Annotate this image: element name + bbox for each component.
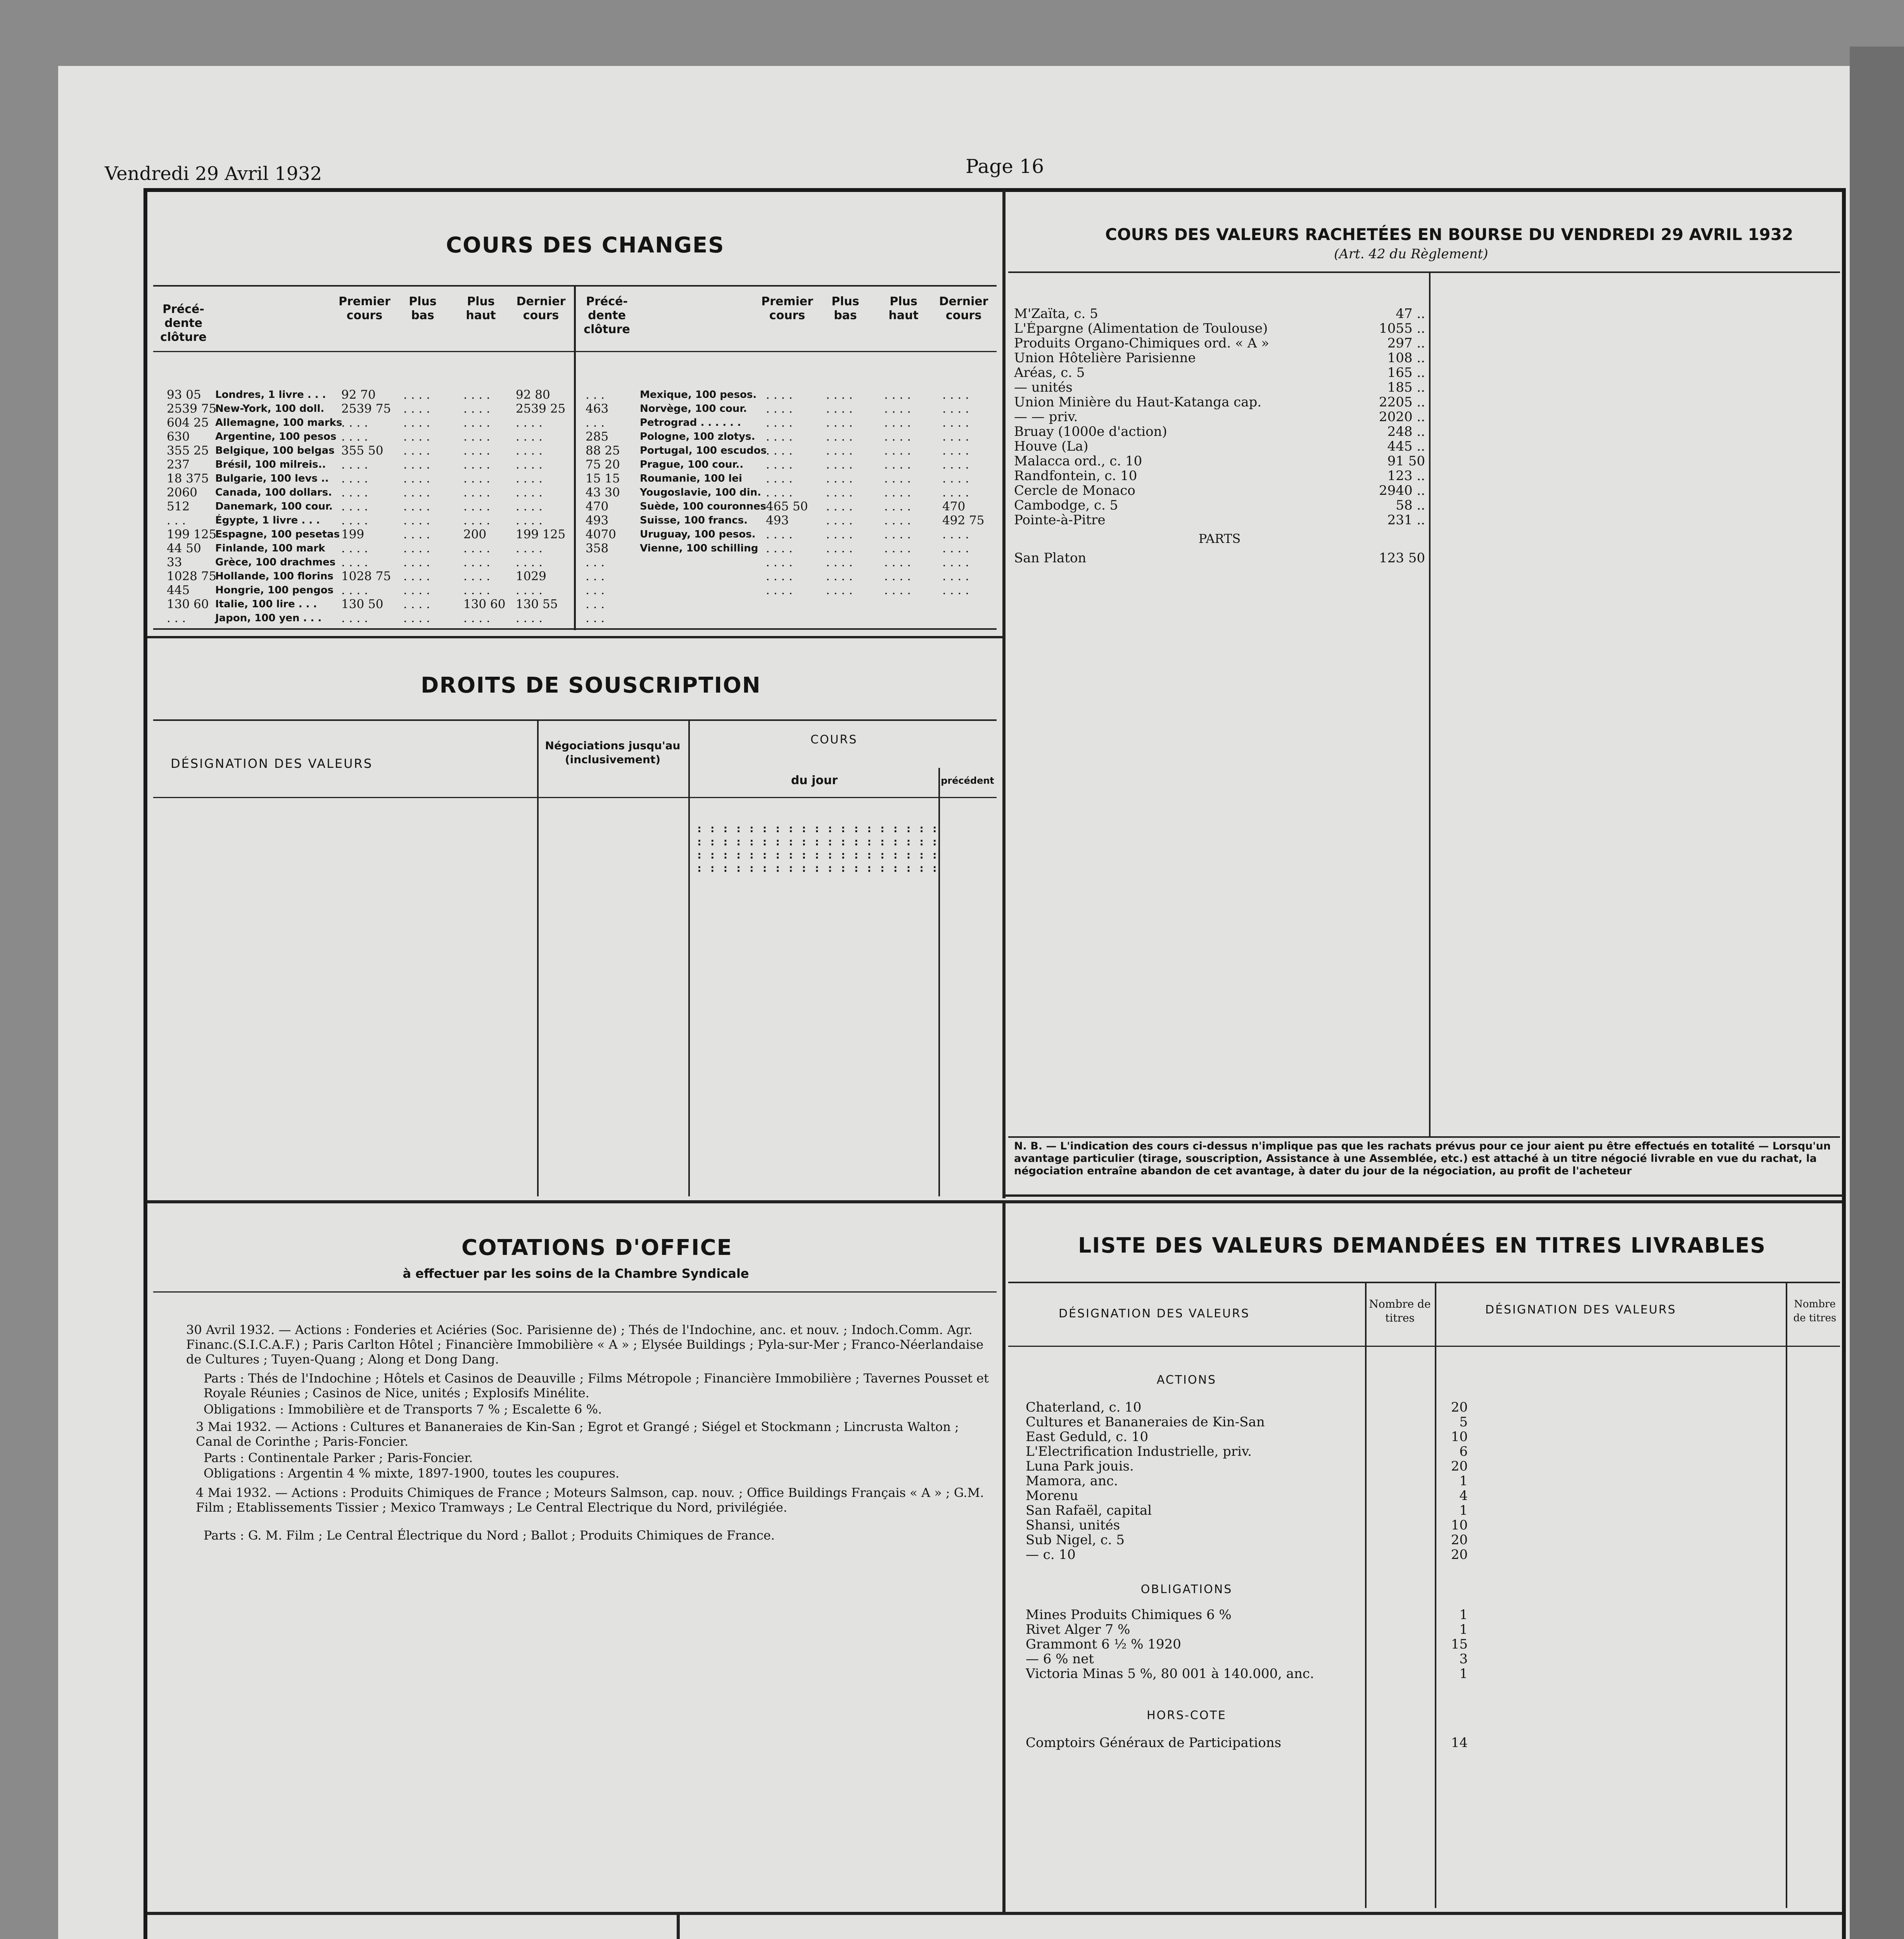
rachetees-name: — — priv. bbox=[1014, 410, 1078, 424]
rachetees-name: Produits Organo-Chimiques ord. « A » bbox=[1014, 336, 1269, 351]
changes-head-dernier-right: Dernier cours bbox=[939, 295, 988, 322]
rachetees-row bbox=[1014, 336, 1425, 351]
changes-head-prec-left: Précé- dente clôture bbox=[160, 302, 207, 344]
livrables-action-row bbox=[1026, 1533, 1468, 1547]
changes-head-dernier-left: Dernier cours bbox=[516, 295, 566, 322]
rachetees-row bbox=[1014, 321, 1425, 336]
rachetees-note-rule bbox=[1008, 1136, 1840, 1138]
livrables-action-name: Mamora, anc. bbox=[1026, 1474, 1118, 1488]
rachetees-name: Pointe-à-Pitre bbox=[1014, 513, 1106, 527]
livrables-obligation-value: 1 bbox=[1459, 1666, 1468, 1682]
changes-right-haut: . . . . . . . . . . . . . . . . . . . . . . . . . . . . . . . . . . . . . . . . . . . . . . . . . . . . . . . . . . . . bbox=[884, 388, 911, 597]
rachetees-value: 165 .. bbox=[1387, 365, 1425, 380]
rachetees-value: 1055 .. bbox=[1379, 321, 1425, 336]
livrables-action-name: L'Electrification Industrielle, priv. bbox=[1026, 1444, 1252, 1459]
rachetees-row bbox=[1014, 365, 1425, 380]
rachetees-value: 297 .. bbox=[1387, 335, 1425, 351]
rachetees-parts-row bbox=[1014, 551, 1425, 565]
rachetees-value: 185 .. bbox=[1387, 380, 1425, 395]
livrables-action-value: 20 bbox=[1451, 1532, 1468, 1548]
livrables-action-name: — c. 10 bbox=[1026, 1547, 1076, 1562]
livrables-obligation-value: 3 bbox=[1459, 1651, 1468, 1667]
livrables-action-row bbox=[1026, 1415, 1468, 1429]
livrables-horscote-name: Comptoirs Généraux de Participations bbox=[1026, 1735, 1282, 1750]
livrables-horscote-label: HORS-COTE bbox=[1147, 1709, 1227, 1722]
cotations-para-7: 4 Mai 1932. — Actions : Produits Chimiques de France ; Moteurs Salmson, cap. nouv. ; Office Buildings Français « A » ; G.M. Film ; Etablissements Tissier ; Mexico Tramways ; Le Central Electrique du Nord, privilégiée. bbox=[196, 1485, 984, 1515]
changes-head-bas-right: Plus bas bbox=[831, 295, 859, 322]
rachetees-row bbox=[1014, 306, 1425, 321]
rachetees-row bbox=[1014, 468, 1425, 483]
livrables-obligation-row bbox=[1026, 1607, 1468, 1622]
souscription-head-top bbox=[153, 719, 997, 721]
livrables-action-value: 20 bbox=[1451, 1400, 1468, 1415]
changes-head-haut-left: Plus haut bbox=[466, 295, 496, 322]
livrables-col-3 bbox=[1786, 1282, 1787, 1908]
livrables-action-name: Shansi, unités bbox=[1026, 1518, 1120, 1533]
cotations-subtitle-rule bbox=[153, 1291, 997, 1293]
rachetees-name: L'Épargne (Alimentation de Toulouse) bbox=[1014, 321, 1268, 336]
page-edge bbox=[1850, 47, 1904, 1939]
divider-rachetees-bottom bbox=[1006, 1194, 1843, 1197]
livrables-obligation-row bbox=[1026, 1622, 1468, 1637]
rachetees-row bbox=[1014, 454, 1425, 468]
cotations-para-2: Parts : Thés de l'Indochine ; Hôtels et Casinos de Deauville ; Films Métropole ; Financière Immobilière ; Tavernes Pousset et Royale Réunies ; Casinos de Nice, unités ; Explosifs Minélite. bbox=[204, 1371, 989, 1400]
rachetees-parts-value: 123 50 bbox=[1379, 550, 1425, 566]
rachetees-name: M'Zaïta, c. 5 bbox=[1014, 306, 1098, 321]
changes-head-bas-left: Plus bas bbox=[409, 295, 437, 322]
livrables-col-nombre-left: Nombre de titres bbox=[1369, 1298, 1431, 1324]
cotations-title: COTATIONS D'OFFICE bbox=[461, 1235, 733, 1260]
livrables-action-name: Cultures et Bananeraies de Kin-San bbox=[1026, 1415, 1265, 1429]
cotations-para-6: Obligations : Argentin 4 % mixte, 1897-1900, toutes les coupures. bbox=[204, 1466, 620, 1481]
rachetees-name: Union Minière du Haut-Katanga cap. bbox=[1014, 395, 1262, 410]
changes-right-names: Mexique, 100 pesos. Norvège, 100 cour. Petrograd . . . . . . Pologne, 100 zlotys. Portugal, 100 escudos Prague, 100 cour.. Roumanie, 100 lei Yougoslavie, 100 din. Suède, 100 couronnes Suisse, 100 francs. Uruguay, 100 pesos. Vienne, 100 schilling bbox=[640, 389, 767, 554]
changes-left-names: Londres, 1 livre . . . New-York, 100 doll. Allemagne, 100 marks Argentine, 100 pesos Belgique, 100 belgas Brésil, 100 milreis.. Bulgarie, 100 levs .. Canada, 100 dollars. Danemark, 100 cour. Égypte, 1 livre . . . Espagne, 100 pesetas Finlande, 100 mark Grèce, 100 drachmes Hollande, 100 florins Hongrie, 100 pengos Italie, 100 lire . . . Japon, 100 yen . . . bbox=[215, 389, 342, 624]
rachetees-subtitle: (Art. 42 du Règlement) bbox=[1334, 246, 1488, 262]
rachetees-value: 47 .. bbox=[1396, 306, 1425, 321]
rachetees-value: 58 .. bbox=[1396, 498, 1425, 513]
livrables-action-row bbox=[1026, 1547, 1468, 1562]
changes-left-premier: 92 70 2539 75 . . . . . . . . 355 50 . . . . . . . . . . . . . . . . . . . . 199 . . . . . . . . 1028 75 . . . . 130 50 . . . . bbox=[341, 388, 391, 625]
rachetees-parts-list bbox=[1014, 551, 1425, 565]
rachetees-row bbox=[1014, 351, 1425, 365]
rachetees-row bbox=[1014, 395, 1425, 410]
rachetees-row bbox=[1014, 424, 1425, 439]
divider-bottom-vertical bbox=[677, 1915, 680, 1939]
livrables-actions-label: ACTIONS bbox=[1156, 1373, 1217, 1387]
livrables-action-name: Morenu bbox=[1026, 1488, 1078, 1503]
changes-head-premier-right: Premier cours bbox=[761, 295, 813, 322]
livrables-action-row bbox=[1026, 1429, 1468, 1444]
livrables-title: LISTE DES VALEURS DEMANDÉES EN TITRES LIVRABLES bbox=[1078, 1233, 1766, 1258]
livrables-action-value: 5 bbox=[1459, 1414, 1468, 1430]
divider-middle-bottom bbox=[147, 1912, 1842, 1915]
rachetees-name: — unités bbox=[1014, 380, 1073, 395]
livrables-action-value: 4 bbox=[1459, 1488, 1468, 1504]
rachetees-name: Union Hôtelière Parisienne bbox=[1014, 351, 1196, 365]
souscription-col-jour: du jour bbox=[791, 774, 838, 787]
livrables-action-value: 1 bbox=[1459, 1503, 1468, 1518]
rachetees-name: Houve (La) bbox=[1014, 439, 1088, 454]
divider-changes-bottom bbox=[147, 636, 1002, 638]
changes-head-haut-right: Plus haut bbox=[888, 295, 919, 322]
cotations-para-5: Parts : Continentale Parker ; Paris-Foncier. bbox=[204, 1450, 473, 1465]
rachetees-value: 248 .. bbox=[1387, 424, 1425, 439]
souscription-col-designation: DÉSIGNATION DES VALEURS bbox=[171, 756, 373, 771]
cotations-para-3: Obligations : Immobilière et de Transports 7 % ; Escalette 6 %. bbox=[204, 1402, 602, 1417]
souscription-col-2 bbox=[688, 719, 690, 1196]
livrables-action-row bbox=[1026, 1488, 1468, 1503]
livrables-obligation-name: — 6 % net bbox=[1026, 1652, 1094, 1666]
livrables-action-row bbox=[1026, 1400, 1468, 1415]
livrables-action-name: Sub Nigel, c. 5 bbox=[1026, 1533, 1125, 1547]
rachetees-name: Randfontein, c. 10 bbox=[1014, 468, 1137, 483]
livrables-obligation-value: 15 bbox=[1451, 1637, 1468, 1652]
livrables-col-designation-left: DÉSIGNATION DES VALEURS bbox=[1059, 1307, 1250, 1320]
livrables-action-value: 20 bbox=[1451, 1459, 1468, 1474]
rachetees-head-rule bbox=[1008, 271, 1840, 273]
page-number: Page 16 bbox=[966, 155, 1044, 178]
cotations-para-1: 30 Avril 1932. — Actions : Fonderies et Aciéries (Soc. Parisienne de) ; Thés de l'Indochine, anc. et nouv. ; Indoch.Comm. Agr. Financ.(S.I.C.A.F.) ; Paris Carlton Hôtel ; Financière Immobilière « A » ; Elysée Buildings ; Pyla-sur-Mer ; Franco-Néerlandaise de Cultures ; Tuyen-Quang ; Along et Dong Dang. bbox=[186, 1322, 984, 1367]
souscription-col-cours: COURS bbox=[810, 733, 858, 747]
rachetees-row bbox=[1014, 439, 1425, 454]
rachetees-name: Cercle de Monaco bbox=[1014, 483, 1135, 498]
rachetees-value: 108 .. bbox=[1387, 350, 1425, 366]
livrables-action-name: Luna Park jouis. bbox=[1026, 1459, 1134, 1474]
rachetees-name: Malacca ord., c. 10 bbox=[1014, 454, 1142, 468]
livrables-action-value: 10 bbox=[1451, 1429, 1468, 1445]
rachetees-row bbox=[1014, 513, 1425, 527]
changes-right-premier: . . . . . . . . . . . . . . . . . . . . . . . . . . . . . . . . 465 50 493 . . . . . . . . . . . . . . . . . . . . bbox=[766, 388, 808, 597]
changes-left-dernier: 92 80 2539 25 . . . . . . . . . . . . . . . . . . . . . . . . . . . . . . . . 199 125 . . . . . . . . 1029 . . . . 130 55 . . . . bbox=[516, 388, 566, 625]
souscription-title: DROITS DE SOUSCRIPTION bbox=[421, 673, 761, 698]
rachetees-value: 231 .. bbox=[1387, 512, 1425, 528]
divider-middle-vertical bbox=[1002, 1203, 1006, 1913]
livrables-actions-list bbox=[1026, 1400, 1468, 1562]
divider-top-vertical bbox=[1002, 190, 1006, 1198]
livrables-action-row bbox=[1026, 1518, 1468, 1533]
page-date: Vendredi 29 Avril 1932 bbox=[105, 163, 322, 185]
livrables-action-value: 20 bbox=[1451, 1547, 1468, 1562]
rachetees-parts-name: San Platon bbox=[1014, 551, 1087, 565]
rachetees-value: 123 .. bbox=[1387, 468, 1425, 484]
souscription-col-3 bbox=[938, 768, 940, 1196]
livrables-col-nombre-right: Nombre de titres bbox=[1793, 1298, 1837, 1324]
rachetees-parts-label: PARTS bbox=[1198, 531, 1241, 546]
livrables-obligation-value: 1 bbox=[1459, 1622, 1468, 1637]
rachetees-value-rule bbox=[1429, 271, 1431, 1136]
souscription-col-1 bbox=[537, 719, 539, 1196]
rachetees-value: 2020 .. bbox=[1379, 409, 1425, 425]
rachetees-row bbox=[1014, 380, 1425, 395]
livrables-action-row bbox=[1026, 1474, 1468, 1488]
changes-head-premier-left: Premier cours bbox=[339, 295, 390, 322]
rachetees-list bbox=[1014, 306, 1425, 527]
rachetees-value: 91 50 bbox=[1387, 453, 1425, 469]
souscription-col-nego: Négociations jusqu'au (inclusivement) bbox=[545, 739, 681, 766]
souscription-head-bottom bbox=[153, 797, 997, 798]
livrables-obligations-list bbox=[1026, 1607, 1468, 1681]
rachetees-row bbox=[1014, 410, 1425, 424]
livrables-col-2 bbox=[1435, 1282, 1436, 1908]
livrables-obligation-name: Mines Produits Chimiques 6 % bbox=[1026, 1607, 1232, 1622]
rachetees-value: 2205 .. bbox=[1379, 394, 1425, 410]
changes-right-dernier: . . . . . . . . . . . . . . . . . . . . . . . . . . . . . . . . 470 492 75 . . . . . . . . . . . . . . . . . . . . bbox=[942, 388, 985, 597]
livrables-action-value: 6 bbox=[1459, 1444, 1468, 1459]
changes-right-prec: . . . 463 . . . 285 88 25 75 20 15 15 43 30 470 493 4070 358 . . . . . . . . . . . . . . . bbox=[586, 388, 620, 625]
livrables-horscote-list bbox=[1026, 1735, 1468, 1750]
livrables-horscote-row bbox=[1026, 1735, 1468, 1750]
changes-left-bas: . . . . . . . . . . . . . . . . . . . . . . . . . . . . . . . . . . . . . . . . . . . . . . . . . . . . . . . . . . . . . . . . . . . . bbox=[403, 388, 430, 625]
page-frame bbox=[143, 188, 1846, 1939]
divider-souscription-bottom bbox=[147, 1200, 1842, 1203]
livrables-action-name: East Geduld, c. 10 bbox=[1026, 1429, 1149, 1444]
livrables-col-1 bbox=[1365, 1282, 1367, 1908]
livrables-head-bottom bbox=[1008, 1346, 1840, 1347]
changes-left-prec: 93 05 2539 75 604 25 630 355 25 237 18 375 2060 512 . . . 199 125 44 50 33 1028 75 445 130 60 . . . bbox=[167, 388, 217, 625]
livrables-action-value: 10 bbox=[1451, 1517, 1468, 1533]
livrables-action-value: 1 bbox=[1459, 1473, 1468, 1489]
rachetees-name: Aréas, c. 5 bbox=[1014, 365, 1085, 380]
rachetees-value: 2940 .. bbox=[1379, 483, 1425, 498]
livrables-obligation-name: Rivet Alger 7 % bbox=[1026, 1622, 1130, 1637]
changes-right-bas: . . . . . . . . . . . . . . . . . . . . . . . . . . . . . . . . . . . . . . . . . . . . . . . . . . . . . . . . . . . . bbox=[826, 388, 853, 597]
livrables-horscote-value: 14 bbox=[1451, 1735, 1468, 1751]
livrables-obligation-row bbox=[1026, 1637, 1468, 1652]
rachetees-value: 445 .. bbox=[1387, 439, 1425, 454]
rachetees-row bbox=[1014, 483, 1425, 498]
livrables-action-name: San Rafaël, capital bbox=[1026, 1503, 1152, 1518]
livrables-obligation-row bbox=[1026, 1666, 1468, 1681]
cotations-para-8: Parts : G. M. Film ; Le Central Électrique du Nord ; Ballot ; Produits Chimiques de France. bbox=[204, 1528, 775, 1543]
livrables-obligation-name: Grammont 6 ½ % 1920 bbox=[1026, 1637, 1181, 1652]
livrables-head-top bbox=[1008, 1282, 1840, 1283]
changes-head-prec-right: Précé- dente clôture bbox=[584, 295, 630, 336]
souscription-col-prec: précédent bbox=[941, 775, 994, 786]
rachetees-note: N. B. — L'indication des cours ci-dessus n'implique pas que les rachats prévus pour ce jour aient pu être effectués en totalité — Lorsqu'un avantage particulier (tirage, souscription, Assistance à une Assemblée, etc.) est attaché à un titre négocié livrable en vue du rachat, la négociation entraîne abandon de cet avantage, à dater du jour de la négociation, au profit de l'acheteur bbox=[1014, 1140, 1831, 1177]
livrables-action-row bbox=[1026, 1459, 1468, 1474]
rachetees-name: Bruay (1000e d'action) bbox=[1014, 424, 1167, 439]
livrables-action-name: Chaterland, c. 10 bbox=[1026, 1400, 1142, 1415]
livrables-obligation-value: 1 bbox=[1459, 1607, 1468, 1623]
livrables-obligation-name: Victoria Minas 5 %, 80 001 à 140.000, anc. bbox=[1026, 1666, 1314, 1681]
souscription-dots: : : : : : : : : : : : : : : : : : : : : : : : : : : : : : : : : : : : : : : : : : : : : : : : : : : : : : : : : : : : : : : : : : : : : : : : : : : : : bbox=[696, 822, 938, 874]
livrables-obligation-row bbox=[1026, 1652, 1468, 1666]
livrables-obligations-label: OBLIGATIONS bbox=[1140, 1583, 1233, 1596]
cotations-subtitle: à effectuer par les soins de la Chambre Syndicale bbox=[403, 1266, 749, 1281]
cotations-para-4: 3 Mai 1932. — Actions : Cultures et Bananeraies de Kin-San ; Egrot et Grangé ; Siégel et Stockmann ; Lincrusta Walton ; Canal de Corinthe ; Paris-Foncier. bbox=[196, 1419, 959, 1449]
rachetees-row bbox=[1014, 498, 1425, 513]
livrables-action-row bbox=[1026, 1503, 1468, 1518]
changes-left-haut: . . . . . . . . . . . . . . . . . . . . . . . . . . . . . . . . . . . . . . . . 200 . . . . . . . . . . . . . . . . 130 60 . . . . bbox=[463, 388, 506, 625]
changes-center-rule bbox=[574, 285, 576, 630]
livrables-action-row bbox=[1026, 1444, 1468, 1459]
livrables-col-designation-right: DÉSIGNATION DES VALEURS bbox=[1485, 1303, 1676, 1317]
rachetees-name: Cambodge, c. 5 bbox=[1014, 498, 1118, 513]
changes-title: COURS DES CHANGES bbox=[446, 233, 725, 258]
rachetees-title: COURS DES VALEURS RACHETÉES EN BOURSE DU VENDREDI 29 AVRIL 1932 bbox=[1105, 225, 1793, 244]
